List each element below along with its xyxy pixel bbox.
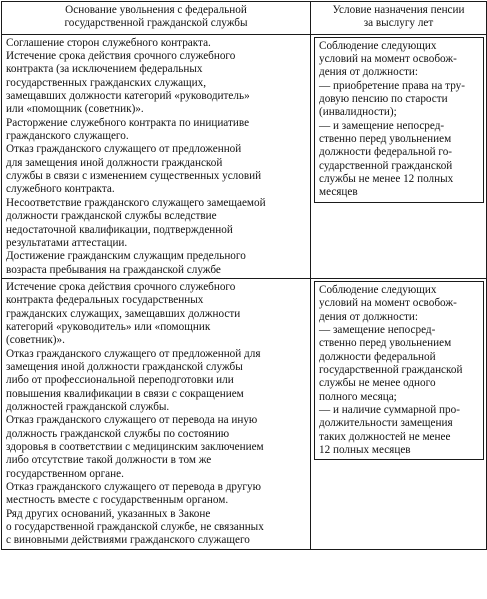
text-line: замещавших должности категорий «руководитель»	[6, 90, 250, 103]
dismissal-ground-paragraph	[6, 414, 307, 481]
text-line: должности федеральной го-	[319, 146, 453, 159]
text-line: здоровья в соответствии с медицинским заключением	[6, 441, 264, 453]
header-pension-condition	[311, 2, 487, 35]
text-line: недостаточной квалификации, подтвержденной	[6, 223, 233, 236]
text-line: Несоответствие гражданского служащего замещаемой	[6, 196, 266, 209]
dismissal-ground-paragraph	[6, 37, 307, 50]
text-line: либо от профессиональной переподготовки или	[6, 374, 234, 387]
text-line: таких должностей не менее	[319, 430, 451, 443]
dismissal-grounds-cell	[2, 278, 311, 549]
text-line: должности федеральной	[319, 350, 436, 363]
pension-conditions-table	[1, 1, 487, 550]
text-line: 12 полных месяцев	[319, 444, 411, 456]
text-line: замещения иной должности гражданской службы	[6, 360, 243, 373]
text-line: условий на момент освобож-	[319, 297, 457, 310]
text-line: возраста пребывания на гражданской службе	[6, 263, 221, 276]
text-line: Соблюдение следующих	[319, 283, 437, 296]
table-row	[2, 34, 487, 278]
text-line: результатами аттестации.	[6, 236, 128, 249]
pension-condition-cell	[311, 34, 487, 278]
text-line: условий на момент освобож-	[319, 53, 457, 66]
text-line: местность вместе с государственным органом.	[6, 494, 229, 507]
text-line: государственной гражданской	[319, 363, 463, 376]
dismissal-ground-paragraph	[6, 281, 307, 348]
text-line: Соглашение сторон служебного контракта.	[6, 36, 211, 49]
text-line: (советник)».	[6, 334, 65, 347]
text-line: государственном органе.	[6, 467, 124, 480]
text-line: (инвалидности);	[319, 106, 397, 119]
text-line: службы в связи с изменением существенных условий	[6, 170, 262, 183]
pension-condition-box	[314, 281, 484, 460]
text-line: повышения квалификации в связи с сокращением	[6, 387, 244, 400]
text-line: государственных гражданских служащих,	[6, 76, 207, 89]
text-line: — и наличие суммарной про-	[319, 403, 460, 416]
dismissal-ground-paragraph	[6, 197, 307, 250]
table-row	[2, 278, 487, 549]
text-line: — замещение непосред-	[319, 323, 436, 336]
text-line: Истечение срока действия срочного служебного	[6, 50, 236, 63]
text-line: должность гражданской службы по состоянию	[6, 427, 230, 440]
dismissal-ground-paragraph	[6, 143, 307, 196]
text-line: категорий «руководитель» или «помощник	[6, 320, 211, 333]
text-line: Расторжение служебного контракта по инициативе	[6, 116, 250, 129]
table-header-row	[2, 2, 487, 35]
text-line: Соблюдение следующих	[319, 39, 437, 52]
header-line: за выслугу лет	[363, 17, 434, 30]
text-line: для замещения иной должности гражданской	[6, 156, 223, 169]
text-line: службы не менее 12 полных	[319, 173, 454, 186]
text-line: Отказ гражданского служащего от перевода в другую	[6, 481, 261, 494]
text-line: Отказ гражданского служащего от предложенной	[6, 143, 242, 156]
text-line: с виновными действиями гражданского служащего	[6, 534, 250, 547]
text-line: довую пенсию по старости	[319, 93, 448, 106]
text-line: гражданского служащего.	[6, 130, 129, 143]
text-line: сударственной гражданской	[319, 159, 453, 172]
text-line: контракта (за исключением федеральных	[6, 63, 203, 76]
text-line: ственно перед увольнением	[319, 133, 452, 146]
text-line: служебного контракта.	[6, 183, 115, 196]
dismissal-ground-paragraph	[6, 348, 307, 415]
dismissal-ground-paragraph	[6, 481, 307, 508]
pension-condition-box	[314, 37, 484, 203]
text-line: полного месяца;	[319, 390, 397, 403]
header-dismissal-grounds	[2, 2, 311, 35]
text-line: дения от должности:	[319, 310, 418, 323]
dismissal-grounds-cell	[2, 34, 311, 278]
header-line: Условие назначения пенсии	[332, 4, 465, 16]
text-line: Ряд других оснований, указанных в Законе	[6, 507, 211, 520]
dismissal-ground-paragraph	[6, 50, 307, 117]
text-line: Истечение срока действия срочного служебного	[6, 280, 236, 293]
text-line: должительности замещения	[319, 417, 453, 430]
text-line: — приобретение права на тру-	[319, 79, 465, 92]
text-line: дения от должности:	[319, 66, 418, 79]
text-line: Отказ гражданского служащего от предложенной для	[6, 347, 261, 360]
text-line: месяцев	[319, 186, 358, 199]
text-line: — и замещение непосред-	[319, 119, 445, 132]
text-line: должности гражданской службы вследствие	[6, 210, 217, 223]
text-line: ственно перед увольнением	[319, 337, 452, 350]
header-line: Основание увольнения с федеральной	[65, 4, 247, 16]
text-line: службы не менее одного	[319, 377, 436, 390]
text-line: либо отсутствие такой должности в том же	[6, 454, 212, 467]
pension-condition-cell	[311, 278, 487, 549]
dismissal-ground-paragraph	[6, 250, 307, 277]
dismissal-ground-paragraph	[6, 117, 307, 144]
text-line: Достижение гражданским служащим предельного	[6, 250, 246, 263]
text-line: должностей гражданской службы.	[6, 400, 170, 413]
text-line: Отказ гражданского служащего от перевода на иную	[6, 414, 258, 427]
text-line: или «помощник (советник)».	[6, 103, 144, 116]
text-line: контракта федеральных государственных	[6, 294, 204, 307]
dismissal-ground-paragraph	[6, 508, 307, 548]
text-line: гражданских служащих, замещавших должности	[6, 307, 241, 320]
header-line: государственной гражданской службы	[64, 17, 248, 30]
text-line: о государственной гражданской службе, не связанных	[6, 521, 264, 534]
